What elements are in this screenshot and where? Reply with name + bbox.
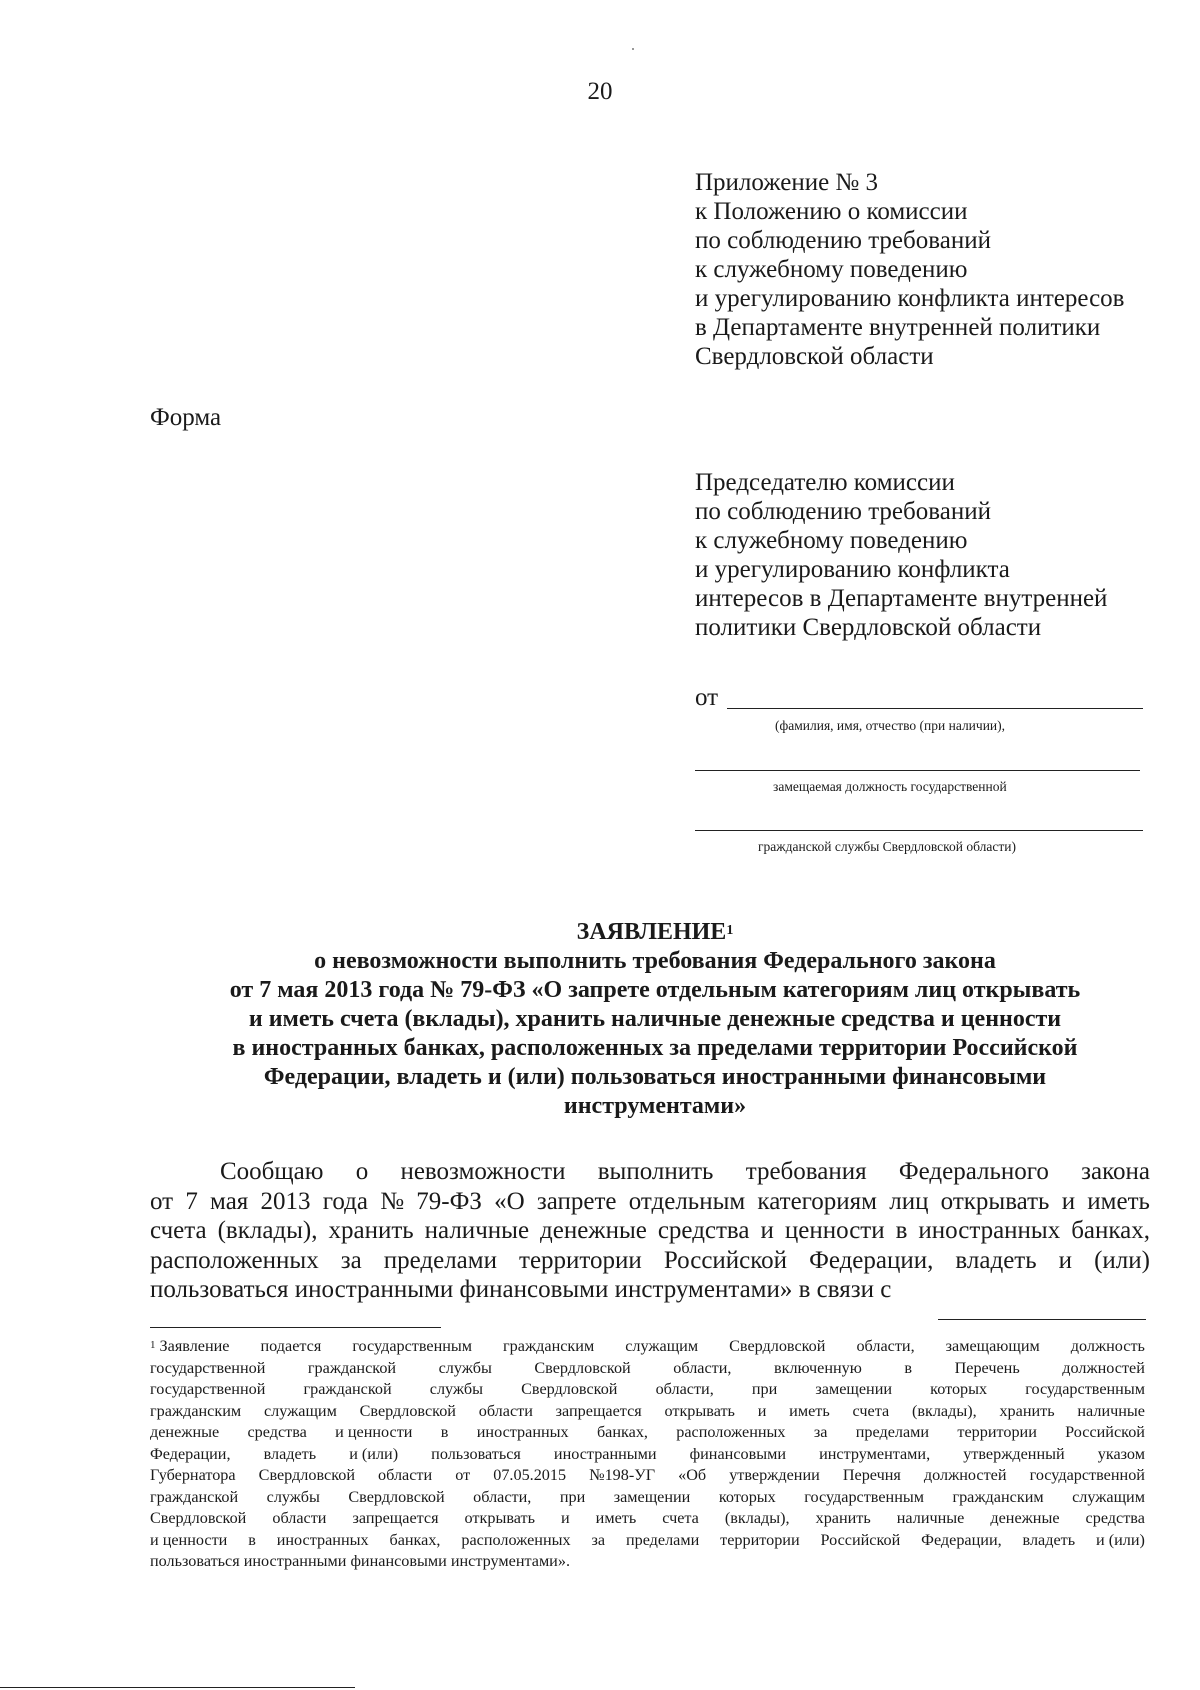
footnote <box>150 1336 1145 1573</box>
footnote-word: наличные <box>1077 1401 1145 1420</box>
footnote-word: и ценности <box>335 1423 413 1441</box>
footnote-line <box>150 1444 1145 1466</box>
footnote-line-text: пользоваться иностранными финансовыми инструментами». <box>150 1552 570 1570</box>
reason-field[interactable] <box>938 1319 1146 1320</box>
statement-title <box>150 918 1160 1121</box>
footnote-word: гражданским <box>150 1401 242 1420</box>
footnote-word: и (или) <box>1095 1530 1145 1549</box>
footnote-word: за <box>813 1423 828 1441</box>
footnote-word: $^1$ Заявление <box>150 1337 230 1355</box>
footnote-word: служащим <box>625 1337 699 1355</box>
footnote-word: счета <box>852 1401 890 1420</box>
footnote-word: инструментами, <box>819 1444 931 1463</box>
footnote-word: открывать <box>464 1509 535 1527</box>
footnote-word: Свердловской <box>729 1337 826 1355</box>
body-word: 79-ФЗ <box>416 1187 482 1215</box>
footnote-word: замещающим <box>945 1337 1040 1355</box>
appendix-line: в Департаменте внутренней политики <box>695 314 1101 341</box>
body-word: иметь <box>1087 1187 1150 1215</box>
body-word: Федерального <box>898 1158 1049 1185</box>
body-word: и <box>760 1217 774 1244</box>
footnote-word: области, <box>655 1380 714 1398</box>
footnote-word: гражданской <box>150 1487 239 1506</box>
footnote-word: которых <box>930 1380 988 1398</box>
footnote-word: утверждении <box>729 1466 820 1484</box>
footnote-word: Губернатора <box>150 1466 236 1484</box>
footnote-line <box>150 1401 1145 1423</box>
footnote-word: служащим <box>263 1401 337 1420</box>
footnote-ref: 1 <box>726 923 734 938</box>
body-word: категориям <box>757 1187 877 1215</box>
statement-heading <box>150 918 1160 947</box>
scan-speck <box>632 48 634 50</box>
footnote-word: счета <box>662 1509 699 1527</box>
footnote-word: финансовыми <box>689 1444 787 1463</box>
applicant-service-field[interactable] <box>695 830 1143 831</box>
footnote-line <box>150 1422 1145 1444</box>
bottom-rule <box>0 1687 355 1688</box>
footnote-word: замещении <box>613 1487 691 1506</box>
body-word: хранить <box>328 1217 414 1244</box>
footnote-line <box>150 1336 1145 1358</box>
footnote-word: Свердловской <box>258 1466 355 1484</box>
footnote-word: службы <box>266 1487 320 1506</box>
footnote-word: банках, <box>389 1530 441 1549</box>
footnote-word: области <box>378 1466 433 1484</box>
statement-heading-text: ЗАЯВЛЕНИЕ <box>576 919 727 945</box>
footnote-word: Федерации, <box>921 1530 1002 1549</box>
footnote-word: хранить <box>815 1509 871 1527</box>
body-line-text: пользоваться иностранными финансовыми инструментами» в связи с <box>150 1276 892 1303</box>
footnote-word: области <box>272 1509 327 1527</box>
footnote-word: хранить <box>999 1401 1055 1420</box>
body-word: в <box>895 1217 908 1244</box>
addressee-block <box>695 468 1107 642</box>
footnote-word: и <box>560 1509 570 1527</box>
footnote-word: пределами <box>625 1530 700 1549</box>
footnote-word: 07.05.2015 <box>493 1466 567 1484</box>
title-line: и иметь счета (вклады), хранить наличные денежные средства и ценности <box>248 1006 1062 1032</box>
form-label: Форма <box>150 404 222 431</box>
footnote-word: запрещается <box>555 1401 642 1420</box>
footnote-word: банках, <box>596 1423 648 1441</box>
body-word: наличные <box>424 1217 530 1244</box>
body-word: открывать <box>940 1187 1050 1215</box>
footnote-word: территории <box>957 1423 1037 1441</box>
footnote-word: территории <box>720 1530 800 1549</box>
body-word: Российской <box>663 1246 788 1274</box>
body-word: закона <box>1081 1158 1150 1185</box>
applicant-position-caption: замещаемая должность государственной <box>773 779 1007 794</box>
footnote-word: (вклады), <box>724 1509 790 1527</box>
footnote-word: №198-УГ <box>589 1466 656 1484</box>
body-word: пределами <box>383 1246 497 1274</box>
footnote-word: Перечень <box>954 1358 1020 1377</box>
applicant-position-field[interactable] <box>695 770 1140 771</box>
body-word: счета <box>150 1217 207 1244</box>
body-word: от <box>150 1187 174 1215</box>
appendix-line: и урегулированию конфликта интересов <box>695 285 1125 312</box>
footnote-line <box>150 1487 1145 1509</box>
footnote-word: Свердловской <box>359 1401 456 1420</box>
footnote-word: денежные <box>990 1509 1060 1527</box>
footnote-word: иностранными <box>553 1444 657 1463</box>
body-word: и <box>1061 1187 1076 1215</box>
addressee-line: по соблюдению требований <box>695 498 991 525</box>
footnote-word: гражданским <box>503 1337 595 1355</box>
body-word: ценности <box>784 1217 885 1244</box>
applicant-name-field[interactable] <box>727 708 1143 709</box>
footnote-word: при <box>751 1380 778 1398</box>
footnote-word: государственной <box>150 1380 266 1398</box>
footnote-word: области, <box>473 1487 532 1506</box>
footnote-word: владеть <box>263 1444 317 1463</box>
statement-body <box>150 1157 1150 1305</box>
footnote-separator <box>150 1327 441 1328</box>
footnote-word: подается <box>260 1337 322 1355</box>
footnote-word: государственной <box>150 1358 266 1377</box>
body-word: выполнить <box>597 1158 714 1185</box>
footnote-word: Свердловской <box>521 1380 618 1398</box>
body-line <box>150 1187 1150 1217</box>
footnote-word: денежные <box>150 1423 220 1441</box>
body-word: банках, <box>1071 1217 1150 1244</box>
appendix-line: Свердловской области <box>695 343 934 370</box>
footnote-word: государственной <box>1029 1466 1145 1484</box>
appendix-line: по соблюдению требований <box>695 227 991 254</box>
applicant-service-caption: гражданской службы Свердловской области) <box>758 839 1017 854</box>
body-word: отдельным <box>628 1187 746 1215</box>
footnote-word: области, <box>856 1337 915 1355</box>
footnote-word: государственным <box>352 1337 473 1355</box>
body-line <box>150 1157 1150 1187</box>
appendix-line: Приложение № 3 <box>695 169 879 196</box>
body-word: иностранных <box>918 1217 1061 1244</box>
footnote-word: открывать <box>664 1401 735 1420</box>
appendix-line: к служебному поведению <box>695 256 968 283</box>
footnote-word: (вклады), <box>911 1401 977 1420</box>
footnote-word: области, <box>673 1358 732 1377</box>
footnote-line <box>150 1465 1145 1487</box>
body-word: (вклады), <box>217 1217 318 1244</box>
footnote-word: Российской <box>1065 1423 1145 1441</box>
body-word: Федерации, <box>809 1246 934 1274</box>
footnote-word: «Об <box>678 1466 707 1484</box>
footnote-word: должностей <box>1062 1358 1145 1377</box>
footnote-word: службы <box>438 1358 492 1377</box>
footnote-word: должностей <box>923 1466 1007 1484</box>
footnote-word: области <box>478 1401 533 1420</box>
footnote-word: расположенных <box>676 1423 786 1441</box>
footnote-mark: 1 <box>150 1339 156 1351</box>
body-word: (или) <box>1094 1246 1150 1274</box>
body-word: лиц <box>889 1187 929 1215</box>
body-word: № <box>380 1187 405 1215</box>
footnote-word: владеть <box>1022 1530 1076 1549</box>
footnote-word: и <box>757 1401 767 1420</box>
footnote-word: и ценности <box>150 1530 228 1549</box>
footnote-word: в <box>440 1423 449 1441</box>
body-word: требования <box>745 1158 867 1185</box>
footnote-word: средства <box>247 1423 307 1441</box>
body-word: расположенных <box>150 1246 319 1274</box>
body-word: года <box>322 1187 368 1215</box>
body-line <box>150 1246 1150 1276</box>
footnote-word: в <box>248 1530 256 1549</box>
addressee-line: политики Свердловской области <box>695 614 1042 641</box>
appendix-line: к Положению о комиссии <box>695 198 968 225</box>
footnote-word: расположенных <box>461 1530 571 1549</box>
footnote-line <box>150 1379 1145 1401</box>
addressee-line: Председателю комиссии <box>695 469 955 496</box>
footnote-word: от <box>455 1466 471 1484</box>
footnote-word: государственным <box>1025 1380 1145 1398</box>
footnote-word: и (или) <box>349 1444 399 1463</box>
footnote-word: замещении <box>815 1380 893 1398</box>
footnote-word: иметь <box>789 1401 830 1420</box>
body-word: мая <box>210 1187 249 1215</box>
footnote-line <box>150 1530 1145 1552</box>
footnote-word: в <box>904 1358 913 1377</box>
footnote-word: Перечня <box>842 1466 901 1484</box>
body-word: о <box>355 1158 369 1185</box>
footnote-word: запрещается <box>352 1509 439 1527</box>
body-word: Сообщаю <box>220 1158 324 1185</box>
body-word: территории <box>519 1246 642 1274</box>
body-word: денежные <box>540 1217 647 1244</box>
footnote-word: гражданским <box>952 1487 1044 1506</box>
appendix-header <box>695 168 1124 371</box>
footnote-word: при <box>559 1487 586 1506</box>
footnote-word: Свердловской <box>534 1358 631 1377</box>
body-word: за <box>340 1246 362 1274</box>
footnote-word: пользоваться <box>431 1444 521 1463</box>
body-word: и <box>1058 1246 1073 1274</box>
addressee-line: и урегулированию конфликта <box>695 556 1010 583</box>
title-line: в иностранных банках, расположенных за пределами территории Российской <box>232 1035 1078 1061</box>
footnote-word: Федерации, <box>150 1444 231 1463</box>
footnote-word: гражданской <box>303 1380 392 1398</box>
applicant-name-caption: (фамилия, имя, отчество (при наличии), <box>775 718 1006 733</box>
footnote-word: иметь <box>595 1509 637 1527</box>
body-word: невозможности <box>400 1158 566 1185</box>
footnote-line <box>150 1508 1145 1530</box>
footnote-word: иностранных <box>476 1423 569 1441</box>
title-line: Федерации, владеть и (или) пользоваться иностранными финансовыми <box>263 1064 1047 1090</box>
footnote-line <box>150 1551 1145 1573</box>
title-line: о невозможности выполнить требования Федерального закона <box>314 948 996 974</box>
body-word: средства <box>657 1217 750 1244</box>
footnote-word: государственным <box>804 1487 924 1506</box>
page-number: 20 <box>587 78 613 105</box>
footnote-word: которых <box>718 1487 776 1506</box>
body-word: 7 <box>185 1187 198 1215</box>
body-word: владеть <box>955 1246 1037 1274</box>
body-line <box>150 1216 1150 1246</box>
footnote-word: утвержденный <box>963 1444 1065 1463</box>
body-word: запрете <box>536 1187 617 1215</box>
body-line <box>150 1275 1150 1305</box>
title-line: от 7 мая 2013 года № 79-ФЗ «О запрете отдельным категориям лиц открывать <box>229 977 1081 1003</box>
footnote-word: службы <box>429 1380 483 1398</box>
footnote-word: Свердловской <box>348 1487 445 1506</box>
footnote-word: Российской <box>820 1530 901 1549</box>
addressee-line: интересов в Департаменте внутренней <box>695 585 1108 612</box>
footnote-word: служащим <box>1072 1487 1145 1506</box>
footnote-word: Свердловской <box>150 1509 247 1527</box>
footnote-word: средства <box>1085 1509 1145 1527</box>
footnote-line <box>150 1358 1145 1380</box>
from-label: от <box>695 684 719 711</box>
footnote-word: иностранных <box>276 1530 369 1549</box>
footnote-word: гражданской <box>307 1358 397 1377</box>
footnote-word: пределами <box>855 1423 930 1441</box>
footnote-word: наличные <box>896 1509 965 1527</box>
body-word: «О <box>494 1187 525 1215</box>
body-word: 2013 <box>260 1187 311 1215</box>
title-line: инструментами» <box>563 1093 747 1119</box>
footnote-word: указом <box>1097 1444 1145 1463</box>
footnote-word: за <box>591 1530 606 1549</box>
footnote-word: должность <box>1070 1337 1145 1355</box>
addressee-line: к служебному поведению <box>695 527 968 554</box>
footnote-word: включенную <box>773 1358 862 1377</box>
